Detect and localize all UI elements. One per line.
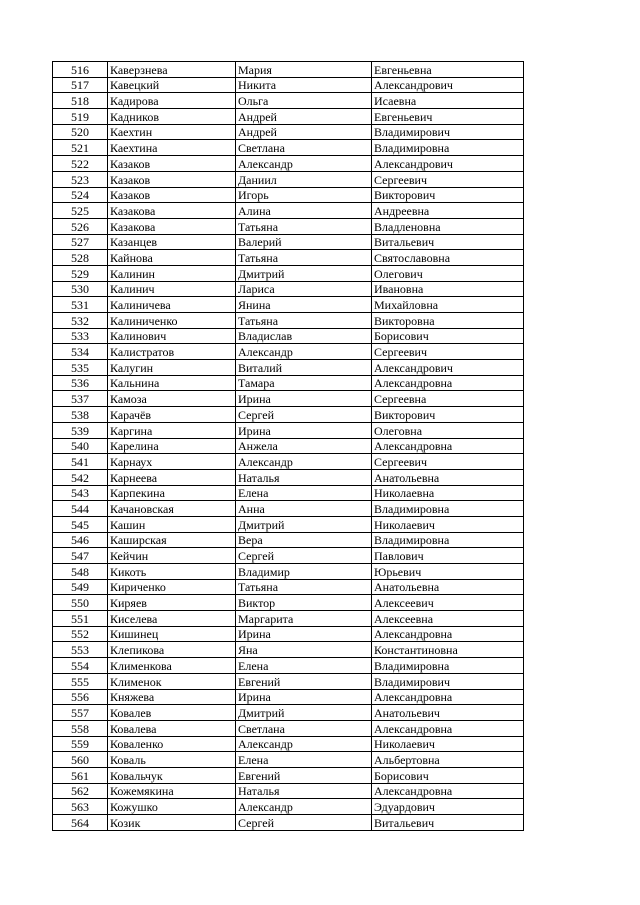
first-name-cell: Алина [236,203,372,219]
first-name-cell: Сергей [236,548,372,564]
table-row [53,281,524,297]
table-row [53,767,524,783]
patronymic-cell: Владимировна [372,658,524,674]
last-name-cell: Казаков [108,156,236,172]
row-number-cell: 518 [53,93,108,109]
first-name-cell: Яна [236,642,372,658]
first-name-cell: Янина [236,297,372,313]
patronymic-cell: Святославовна [372,250,524,266]
last-name-cell: Кикоть [108,564,236,580]
patronymic-cell: Ивановна [372,281,524,297]
last-name-cell: Каехтина [108,140,236,156]
table-row [53,720,524,736]
last-name-cell: Кайнова [108,250,236,266]
last-name-cell: Калинич [108,281,236,297]
table-row [53,548,524,564]
table-row [53,689,524,705]
table-row [53,595,524,611]
first-name-cell: Андрей [236,124,372,140]
patronymic-cell: Сергеевич [372,454,524,470]
patronymic-cell: Владимировна [372,532,524,548]
first-name-cell: Даниил [236,171,372,187]
first-name-cell: Татьяна [236,250,372,266]
patronymic-cell: Александрович [372,360,524,376]
name-list-body [53,62,524,831]
patronymic-cell: Витальевич [372,234,524,250]
table-row [53,297,524,313]
table-row [53,673,524,689]
last-name-cell: Казанцев [108,234,236,250]
first-name-cell: Дмитрий [236,705,372,721]
table-row [53,485,524,501]
first-name-cell: Татьяна [236,313,372,329]
last-name-cell: Качановская [108,501,236,517]
patronymic-cell: Николаевич [372,736,524,752]
patronymic-cell: Борисович [372,767,524,783]
last-name-cell: Казаков [108,187,236,203]
row-number-cell: 527 [53,234,108,250]
table-row [53,109,524,125]
table-row [53,328,524,344]
row-number-cell: 545 [53,516,108,532]
patronymic-cell: Александровна [372,438,524,454]
last-name-cell: Кириченко [108,579,236,595]
patronymic-cell: Витальевич [372,815,524,831]
last-name-cell: Киряев [108,595,236,611]
first-name-cell: Никита [236,77,372,93]
table-row [53,171,524,187]
patronymic-cell: Александрович [372,77,524,93]
table-row [53,77,524,93]
table-row [53,438,524,454]
row-number-cell: 556 [53,689,108,705]
last-name-cell: Калинин [108,265,236,281]
first-name-cell: Александр [236,736,372,752]
first-name-cell: Ольга [236,93,372,109]
table-row [53,658,524,674]
first-name-cell: Вера [236,532,372,548]
row-number-cell: 537 [53,391,108,407]
last-name-cell: Каргина [108,422,236,438]
patronymic-cell: Константиновна [372,642,524,658]
first-name-cell: Елена [236,485,372,501]
row-number-cell: 531 [53,297,108,313]
last-name-cell: Кожемякина [108,783,236,799]
table-row [53,469,524,485]
row-number-cell: 520 [53,124,108,140]
last-name-cell: Клименок [108,673,236,689]
row-number-cell: 544 [53,501,108,517]
last-name-cell: Коваль [108,752,236,768]
last-name-cell: Клепикова [108,642,236,658]
last-name-cell: Ковалев [108,705,236,721]
patronymic-cell: Владимировна [372,140,524,156]
table-row [53,375,524,391]
first-name-cell: Анжела [236,438,372,454]
first-name-cell: Игорь [236,187,372,203]
row-number-cell: 564 [53,815,108,831]
row-number-cell: 526 [53,218,108,234]
name-list-table [52,61,524,831]
last-name-cell: Кадирова [108,93,236,109]
row-number-cell: 546 [53,532,108,548]
row-number-cell: 557 [53,705,108,721]
table-row [53,218,524,234]
table-row [53,783,524,799]
row-number-cell: 551 [53,611,108,627]
first-name-cell: Александр [236,454,372,470]
patronymic-cell: Владимирович [372,673,524,689]
first-name-cell: Татьяна [236,218,372,234]
table-row [53,156,524,172]
row-number-cell: 519 [53,109,108,125]
row-number-cell: 538 [53,407,108,423]
row-number-cell: 547 [53,548,108,564]
row-number-cell: 549 [53,579,108,595]
last-name-cell: Кальнина [108,375,236,391]
patronymic-cell: Исаевна [372,93,524,109]
table-row [53,422,524,438]
patronymic-cell: Алексеевич [372,595,524,611]
first-name-cell: Виталий [236,360,372,376]
first-name-cell: Валерий [236,234,372,250]
patronymic-cell: Михайловна [372,297,524,313]
patronymic-cell: Николаевна [372,485,524,501]
row-number-cell: 541 [53,454,108,470]
patronymic-cell: Олеговна [372,422,524,438]
row-number-cell: 533 [53,328,108,344]
table-row [53,250,524,266]
table-row [53,265,524,281]
last-name-cell: Кадников [108,109,236,125]
first-name-cell: Ирина [236,391,372,407]
first-name-cell: Евгений [236,767,372,783]
patronymic-cell: Евгеньевич [372,109,524,125]
first-name-cell: Виктор [236,595,372,611]
patronymic-cell: Альбертовна [372,752,524,768]
last-name-cell: Клименкова [108,658,236,674]
table-row [53,124,524,140]
patronymic-cell: Борисович [372,328,524,344]
table-row [53,564,524,580]
patronymic-cell: Александровна [372,375,524,391]
first-name-cell: Дмитрий [236,516,372,532]
last-name-cell: Кавецкий [108,77,236,93]
first-name-cell: Маргарита [236,611,372,627]
table-row [53,344,524,360]
patronymic-cell: Александровна [372,626,524,642]
last-name-cell: Карпекина [108,485,236,501]
table-row [53,705,524,721]
table-row [53,736,524,752]
first-name-cell: Андрей [236,109,372,125]
last-name-cell: Кожушко [108,799,236,815]
first-name-cell: Лариса [236,281,372,297]
row-number-cell: 523 [53,171,108,187]
last-name-cell: Кашин [108,516,236,532]
row-number-cell: 550 [53,595,108,611]
first-name-cell: Светлана [236,720,372,736]
row-number-cell: 558 [53,720,108,736]
first-name-cell: Наталья [236,469,372,485]
last-name-cell: Карнеева [108,469,236,485]
table-row [53,93,524,109]
last-name-cell: Казаков [108,171,236,187]
patronymic-cell: Юрьевич [372,564,524,580]
patronymic-cell: Викторовна [372,313,524,329]
last-name-cell: Кишинец [108,626,236,642]
first-name-cell: Ирина [236,689,372,705]
last-name-cell: Калинович [108,328,236,344]
first-name-cell: Александр [236,156,372,172]
table-row [53,391,524,407]
patronymic-cell: Викторович [372,187,524,203]
patronymic-cell: Александровна [372,720,524,736]
first-name-cell: Сергей [236,407,372,423]
table-row [53,454,524,470]
first-name-cell: Мария [236,62,372,78]
row-number-cell: 528 [53,250,108,266]
last-name-cell: Карелина [108,438,236,454]
table-row [53,407,524,423]
first-name-cell: Елена [236,752,372,768]
row-number-cell: 521 [53,140,108,156]
table-row [53,62,524,78]
row-number-cell: 555 [53,673,108,689]
first-name-cell: Евгений [236,673,372,689]
patronymic-cell: Павлович [372,548,524,564]
table-row [53,360,524,376]
row-number-cell: 542 [53,469,108,485]
table-row [53,203,524,219]
patronymic-cell: Сергеевич [372,171,524,187]
row-number-cell: 534 [53,344,108,360]
first-name-cell: Александр [236,344,372,360]
last-name-cell: Карачёв [108,407,236,423]
row-number-cell: 530 [53,281,108,297]
patronymic-cell: Сергеевич [372,344,524,360]
row-number-cell: 561 [53,767,108,783]
first-name-cell: Анна [236,501,372,517]
last-name-cell: Калиниченко [108,313,236,329]
patronymic-cell: Анатольевна [372,469,524,485]
patronymic-cell: Викторович [372,407,524,423]
last-name-cell: Калугин [108,360,236,376]
last-name-cell: Казакова [108,218,236,234]
table-row [53,611,524,627]
table-row [53,815,524,831]
first-name-cell: Сергей [236,815,372,831]
last-name-cell: Карнаух [108,454,236,470]
last-name-cell: Княжева [108,689,236,705]
table-row [53,501,524,517]
last-name-cell: Ковалева [108,720,236,736]
patronymic-cell: Александровна [372,783,524,799]
last-name-cell: Ковальчук [108,767,236,783]
last-name-cell: Коваленко [108,736,236,752]
table-row [53,516,524,532]
row-number-cell: 529 [53,265,108,281]
row-number-cell: 517 [53,77,108,93]
last-name-cell: Калиничева [108,297,236,313]
row-number-cell: 516 [53,62,108,78]
patronymic-cell: Александровна [372,689,524,705]
row-number-cell: 543 [53,485,108,501]
first-name-cell: Елена [236,658,372,674]
row-number-cell: 524 [53,187,108,203]
first-name-cell: Дмитрий [236,265,372,281]
last-name-cell: Каверзнева [108,62,236,78]
patronymic-cell: Николаевич [372,516,524,532]
last-name-cell: Каширская [108,532,236,548]
patronymic-cell: Владимирович [372,124,524,140]
row-number-cell: 553 [53,642,108,658]
patronymic-cell: Александрович [372,156,524,172]
patronymic-cell: Владимировна [372,501,524,517]
last-name-cell: Киселева [108,611,236,627]
last-name-cell: Козик [108,815,236,831]
row-number-cell: 532 [53,313,108,329]
row-number-cell: 540 [53,438,108,454]
first-name-cell: Светлана [236,140,372,156]
patronymic-cell: Олегович [372,265,524,281]
last-name-cell: Калистратов [108,344,236,360]
row-number-cell: 536 [53,375,108,391]
row-number-cell: 535 [53,360,108,376]
row-number-cell: 563 [53,799,108,815]
last-name-cell: Казакова [108,203,236,219]
first-name-cell: Татьяна [236,579,372,595]
table-row [53,642,524,658]
patronymic-cell: Владленовна [372,218,524,234]
row-number-cell: 548 [53,564,108,580]
row-number-cell: 560 [53,752,108,768]
patronymic-cell: Сергеевна [372,391,524,407]
row-number-cell: 552 [53,626,108,642]
first-name-cell: Ирина [236,422,372,438]
table-row [53,187,524,203]
table-row [53,234,524,250]
last-name-cell: Каехтин [108,124,236,140]
row-number-cell: 559 [53,736,108,752]
table-row [53,626,524,642]
table-row [53,579,524,595]
patronymic-cell: Анатольевна [372,579,524,595]
patronymic-cell: Алексеевна [372,611,524,627]
first-name-cell: Наталья [236,783,372,799]
table-row [53,752,524,768]
first-name-cell: Владислав [236,328,372,344]
patronymic-cell: Евгеньевна [372,62,524,78]
patronymic-cell: Андреевна [372,203,524,219]
last-name-cell: Кейчин [108,548,236,564]
first-name-cell: Тамара [236,375,372,391]
row-number-cell: 539 [53,422,108,438]
row-number-cell: 562 [53,783,108,799]
first-name-cell: Владимир [236,564,372,580]
patronymic-cell: Эдуардович [372,799,524,815]
row-number-cell: 522 [53,156,108,172]
table-row [53,140,524,156]
table-row [53,532,524,548]
first-name-cell: Александр [236,799,372,815]
row-number-cell: 525 [53,203,108,219]
first-name-cell: Ирина [236,626,372,642]
row-number-cell: 554 [53,658,108,674]
table-row [53,313,524,329]
last-name-cell: Камоза [108,391,236,407]
patronymic-cell: Анатольевич [372,705,524,721]
table-row [53,799,524,815]
